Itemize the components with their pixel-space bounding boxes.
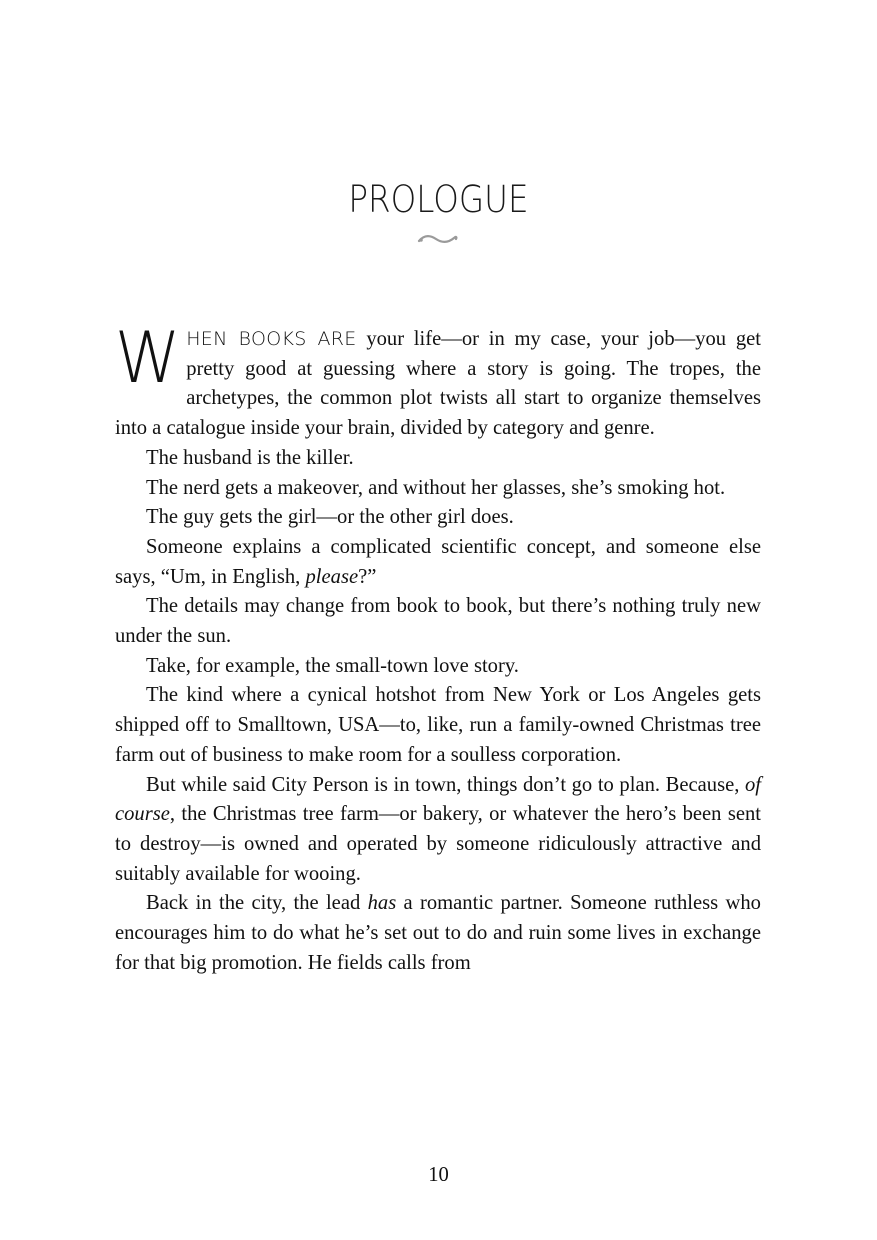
paragraph-text: Someone explains a complicated scientific concept, and someone else says, “Um, in English, [115, 535, 761, 588]
emphasis-text: please [305, 565, 359, 588]
lead-in-smallcaps: HEN BOOKS ARE [186, 328, 357, 350]
chapter-title: PROLOGUE [348, 178, 529, 221]
emphasis-text: has [367, 892, 397, 915]
paragraph-text: ?” [358, 565, 377, 588]
paragraph-text: , the Christmas tree farm—or bakery, or whatever the hero’s been sent to destroy—is owned and operated by someone ridiculously attractive and suitably available for wooing. [115, 803, 761, 885]
tilde-flourish-icon [416, 232, 460, 246]
paragraph: The kind where a cynical hotshot from New York or Los Angeles gets shipped off to Smalltown, USA—to, like, run a family-owned Christmas tree farm out of business to make room for a soulless corporation. [115, 684, 761, 766]
paragraph: The husband is the killer. [146, 446, 354, 469]
paragraph-text: Back in the city, the lead [146, 892, 368, 915]
paragraph: The details may change from book to book, but there’s nothing truly new under the sun. [115, 595, 761, 648]
paragraph: Take, for example, the small-town love story. [146, 654, 519, 677]
paragraph-text: a romantic partner. Someone ruthless who encourages him to do what he’s set out to do and ruin some lives in exchange for that big promotion. He fields calls from [115, 892, 761, 974]
first-paragraph [114, 317, 761, 444]
first-paragraph-text: your life—or in my case, your job—you get pretty good at guessing where a story is going. The tropes, the archetypes, the common plot twists all start to organize themselves into a catalogue inside your brain, divided by category and genre. [115, 328, 761, 440]
paragraph: The nerd gets a makeover, and without her glasses, she’s smoking hot. [146, 476, 726, 499]
body-text [114, 317, 761, 978]
paragraph [115, 889, 761, 978]
paragraph-text: But while said City Person is in town, things don’t go to plan. Because, [146, 773, 745, 796]
page-number: 10 [428, 1164, 449, 1186]
paragraph: The guy gets the girl—or the other girl does. [146, 506, 514, 529]
emphasis-text: of course [115, 773, 761, 826]
drop-cap: W [114, 317, 181, 399]
paragraph [115, 533, 761, 592]
paragraph [115, 771, 761, 890]
